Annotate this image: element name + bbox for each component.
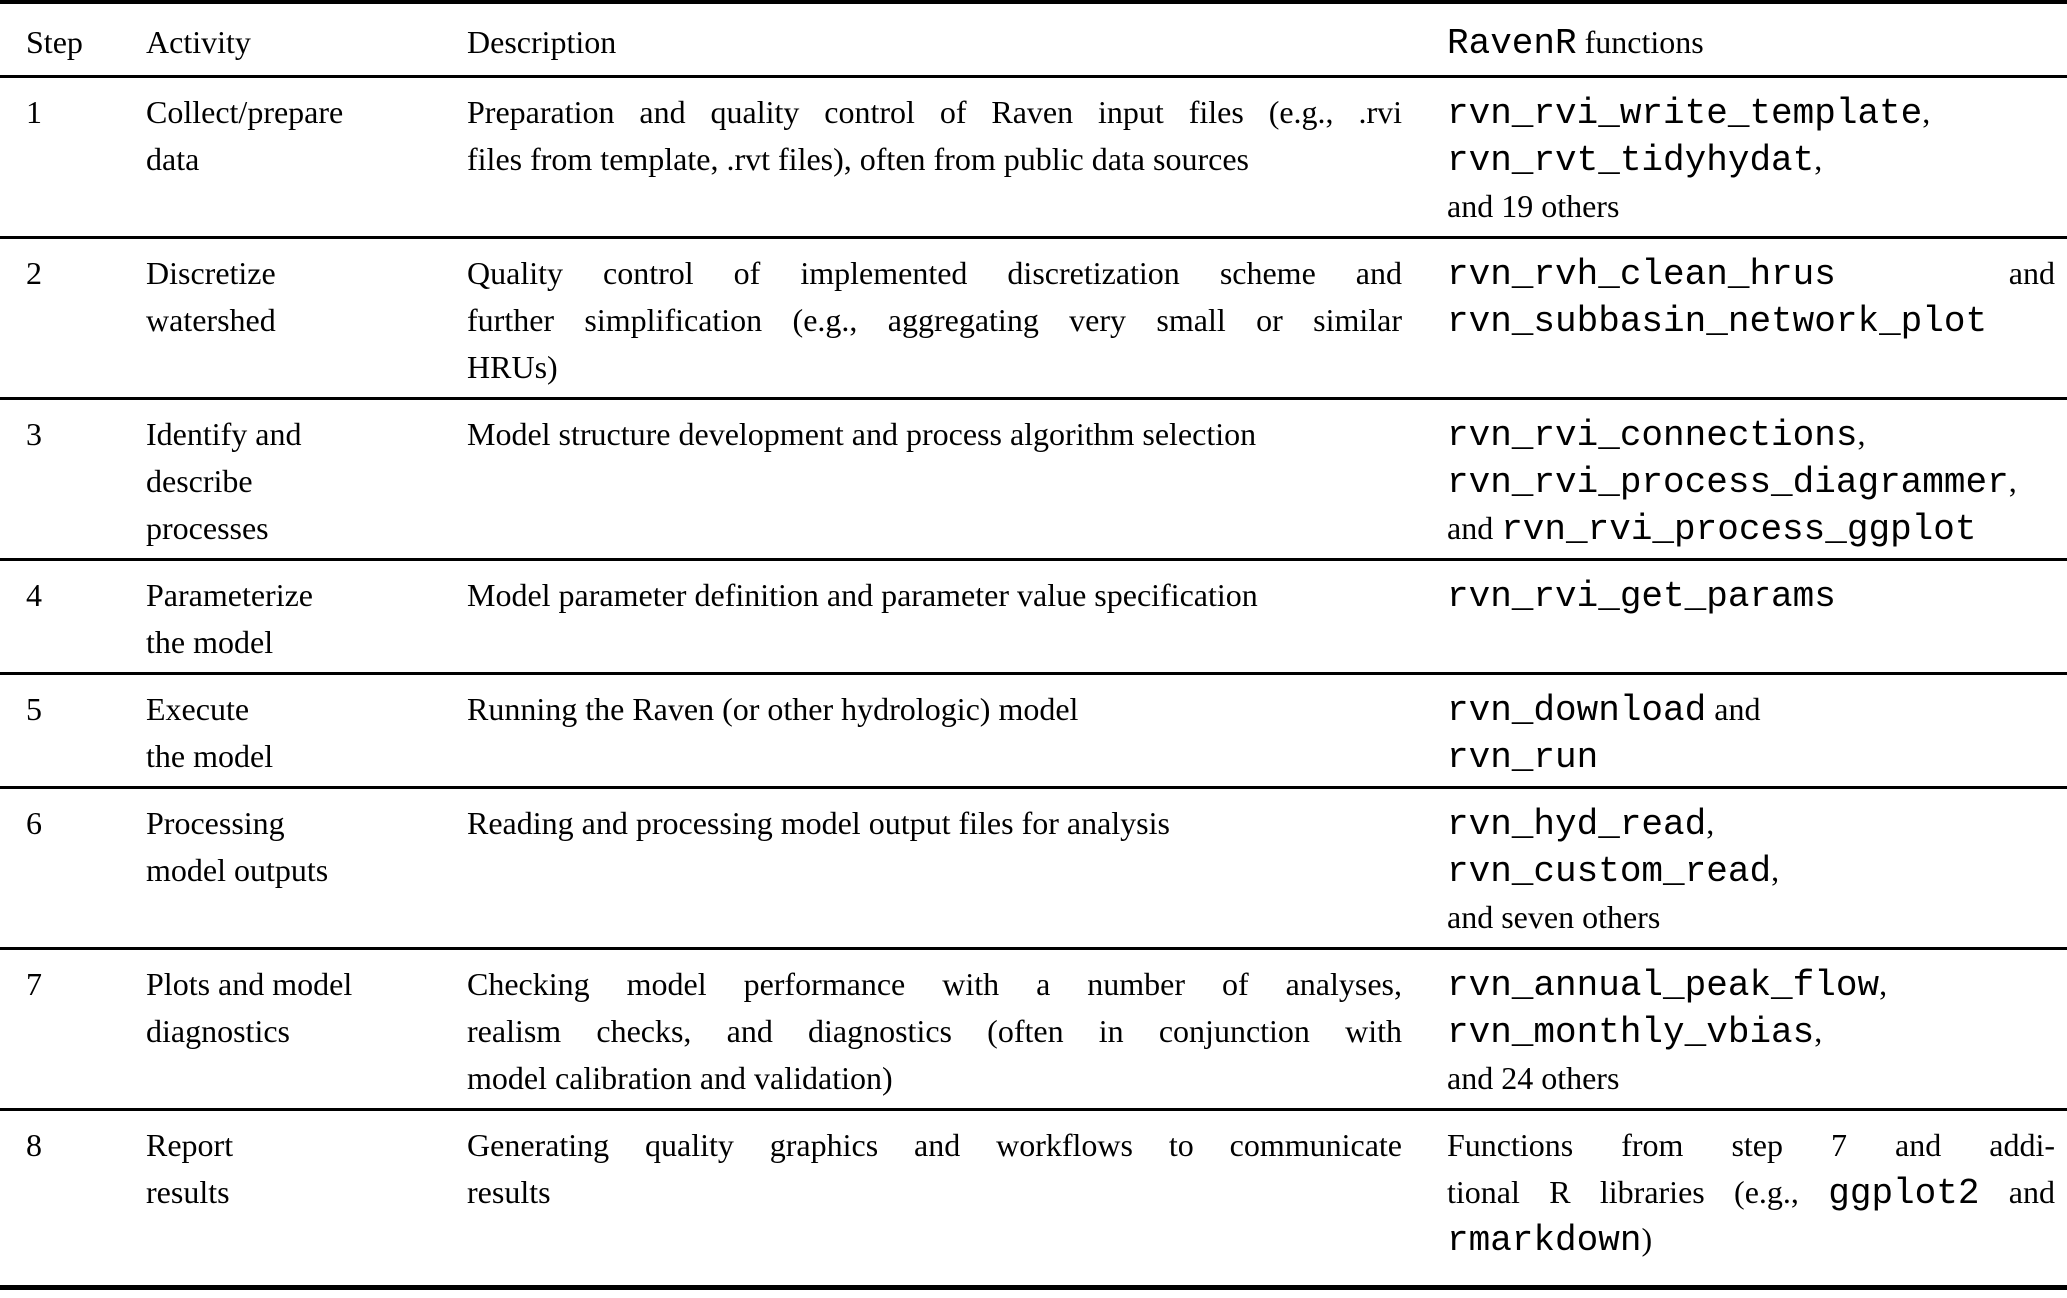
functions-cell bbox=[1447, 1111, 2067, 1285]
activity-cell bbox=[146, 561, 467, 672]
description-line: Preparation and quality control of Raven input files (e.g., .rvi bbox=[467, 94, 1402, 130]
activity-line: Collect/prepare bbox=[146, 94, 344, 130]
function-name-code: rvn_rvh_clean_hrus bbox=[1447, 254, 1836, 295]
step-cell bbox=[0, 239, 146, 303]
table-row bbox=[0, 78, 2067, 236]
functions-line bbox=[1447, 1122, 2055, 1169]
description-line: Checking model performance with a number of analyses, bbox=[467, 966, 1402, 1002]
functions-line bbox=[1447, 411, 2055, 458]
description-line: HRUs) bbox=[467, 349, 558, 385]
table-row bbox=[0, 789, 2067, 947]
function-name-code: rmarkdown bbox=[1447, 1220, 1642, 1261]
description-cell bbox=[467, 239, 1447, 397]
text-segment: and bbox=[1447, 510, 1502, 546]
activity-line: watershed bbox=[146, 302, 276, 338]
step-cell bbox=[0, 950, 146, 1014]
functions-line bbox=[1447, 1216, 2055, 1263]
function-name-code: rvn_rvt_tidyhydat bbox=[1447, 140, 1815, 181]
functions-cell bbox=[1447, 950, 2067, 1108]
functions-line bbox=[1447, 961, 2055, 1008]
text-segment: and bbox=[1835, 255, 2055, 291]
step-number: 7 bbox=[26, 966, 42, 1002]
activity-cell bbox=[146, 789, 467, 900]
functions-line bbox=[1447, 183, 2055, 230]
functions-line bbox=[1447, 686, 2055, 733]
description-cell bbox=[467, 675, 1447, 739]
activity-line: Parameterize bbox=[146, 577, 313, 613]
function-name-code: rvn_rvi_process_diagrammer bbox=[1447, 462, 2009, 503]
description-line: Running the Raven (or other hydrologic) model bbox=[467, 691, 1079, 727]
description-cell bbox=[467, 561, 1447, 625]
functions-line bbox=[1447, 1008, 2055, 1055]
functions-line bbox=[1447, 733, 2055, 780]
description-line: model calibration and validation) bbox=[467, 1060, 893, 1096]
table-header-row bbox=[0, 4, 2067, 75]
description-cell bbox=[467, 1111, 1447, 1238]
description-line: further simplification (e.g., aggregating very small or similar bbox=[467, 302, 1402, 338]
function-name-code: rvn_rvi_get_params bbox=[1447, 576, 1836, 617]
functions-cell bbox=[1447, 239, 2067, 350]
text-segment: ) bbox=[1641, 1221, 1653, 1257]
description-cell bbox=[467, 789, 1447, 853]
function-name-code: ggplot2 bbox=[1828, 1173, 1980, 1214]
text-segment: , bbox=[1814, 1013, 1823, 1049]
column-header-label: Step bbox=[26, 24, 83, 60]
column-header-activity bbox=[146, 4, 467, 75]
column-header-label: Activity bbox=[146, 24, 251, 60]
activity-line: the model bbox=[146, 624, 274, 660]
activity-line: Plots and model bbox=[146, 966, 353, 1002]
step-cell bbox=[0, 789, 146, 853]
column-header-label bbox=[1447, 19, 2055, 66]
step-number: 5 bbox=[26, 691, 42, 727]
table-row bbox=[0, 950, 2067, 1108]
activity-line: data bbox=[146, 141, 200, 177]
table-body bbox=[0, 78, 2067, 1285]
functions-line bbox=[1447, 847, 2055, 894]
functions-cell bbox=[1447, 675, 2067, 786]
function-name-code: rvn_annual_peak_flow bbox=[1447, 965, 1880, 1006]
text-segment: Functions from step 7 and addi- bbox=[1447, 1127, 2055, 1163]
functions-cell bbox=[1447, 78, 2067, 236]
text-segment: , bbox=[1814, 141, 1823, 177]
text-segment: and bbox=[1979, 1174, 2055, 1210]
column-header-label: Description bbox=[467, 24, 617, 60]
activity-line: Report bbox=[146, 1127, 234, 1163]
table-row bbox=[0, 675, 2067, 786]
description-line: Model parameter definition and parameter value specification bbox=[467, 577, 1258, 613]
step-number: 2 bbox=[26, 255, 42, 291]
text-segment: and 24 others bbox=[1447, 1060, 1620, 1096]
description-cell bbox=[467, 400, 1447, 464]
text-segment: , bbox=[1857, 416, 1866, 452]
step-cell bbox=[0, 675, 146, 739]
functions-cell bbox=[1447, 561, 2067, 625]
table-row bbox=[0, 239, 2067, 397]
activity-cell bbox=[146, 400, 467, 558]
function-name-code: rvn_rvi_connections bbox=[1447, 415, 1858, 456]
column-header-description bbox=[467, 4, 1447, 75]
function-name-code: rvn_rvi_process_ggplot bbox=[1501, 509, 1977, 550]
functions-line bbox=[1447, 250, 2055, 297]
description-line: results bbox=[467, 1174, 551, 1210]
function-name-code: rvn_subbasin_network_plot bbox=[1447, 301, 1988, 342]
functions-line bbox=[1447, 136, 2055, 183]
table-row bbox=[0, 400, 2067, 558]
activity-cell bbox=[146, 950, 467, 1061]
activity-cell bbox=[146, 675, 467, 786]
functions-line bbox=[1447, 89, 2055, 136]
activity-line: Identify and bbox=[146, 416, 302, 452]
function-name-code: rvn_rvi_write_template bbox=[1447, 93, 1923, 134]
step-cell bbox=[0, 400, 146, 464]
functions-line bbox=[1447, 572, 2055, 619]
step-number: 3 bbox=[26, 416, 42, 452]
column-header-functions bbox=[1447, 4, 2067, 75]
table-bottom-rule bbox=[0, 1285, 2067, 1290]
description-line: files from template, .rvt files), often from public data sources bbox=[467, 141, 1249, 177]
function-name-code: rvn_hyd_read bbox=[1447, 804, 1707, 845]
activity-line: Discretize bbox=[146, 255, 276, 291]
table-row bbox=[0, 561, 2067, 672]
activity-line: Processing bbox=[146, 805, 285, 841]
activity-line: processes bbox=[146, 510, 269, 546]
text-segment: and seven others bbox=[1447, 899, 1661, 935]
description-line: Reading and processing model output files for analysis bbox=[467, 805, 1170, 841]
step-number: 8 bbox=[26, 1127, 42, 1163]
step-number: 4 bbox=[26, 577, 42, 613]
text-segment: , bbox=[1771, 852, 1780, 888]
function-name-code: rvn_run bbox=[1447, 737, 1599, 778]
text-segment: tional R libraries (e.g., bbox=[1447, 1174, 1829, 1210]
table-row bbox=[0, 1111, 2067, 1285]
activity-line: describe bbox=[146, 463, 253, 499]
text-segment: and bbox=[1706, 691, 1761, 727]
activity-line: diagnostics bbox=[146, 1013, 290, 1049]
description-line: Model structure development and process algorithm selection bbox=[467, 416, 1257, 452]
activity-cell bbox=[146, 1111, 467, 1238]
activity-line: the model bbox=[146, 738, 274, 774]
activity-cell bbox=[146, 78, 467, 189]
text-segment: functions bbox=[1576, 24, 1704, 60]
description-line: Quality control of implemented discretization scheme and bbox=[467, 255, 1402, 291]
activity-cell bbox=[146, 239, 467, 350]
text-segment: and 19 others bbox=[1447, 188, 1620, 224]
description-cell bbox=[467, 78, 1447, 189]
step-cell bbox=[0, 78, 146, 142]
functions-cell bbox=[1447, 789, 2067, 947]
functions-line bbox=[1447, 800, 2055, 847]
function-name-code: rvn_custom_read bbox=[1447, 851, 1772, 892]
text-segment: , bbox=[1706, 805, 1715, 841]
step-cell bbox=[0, 1111, 146, 1191]
text-segment: , bbox=[1922, 94, 1931, 130]
functions-line bbox=[1447, 1055, 2055, 1102]
activity-line: Execute bbox=[146, 691, 250, 727]
functions-line bbox=[1447, 458, 2055, 505]
functions-line bbox=[1447, 894, 2055, 941]
text-segment: , bbox=[2008, 463, 2017, 499]
step-cell bbox=[0, 561, 146, 625]
description-line: realism checks, and diagnostics (often in conjunction with bbox=[467, 1013, 1402, 1049]
functions-line bbox=[1447, 1169, 2055, 1216]
functions-line bbox=[1447, 505, 2055, 552]
activity-line: results bbox=[146, 1174, 230, 1210]
activity-line: model outputs bbox=[146, 852, 329, 888]
description-cell bbox=[467, 950, 1447, 1108]
step-number: 6 bbox=[26, 805, 42, 841]
column-header-step bbox=[0, 4, 146, 75]
function-name-code: rvn_download bbox=[1447, 690, 1707, 731]
text-segment: , bbox=[1879, 966, 1888, 1002]
step-number: 1 bbox=[26, 94, 42, 130]
functions-line bbox=[1447, 297, 2055, 344]
functions-cell bbox=[1447, 400, 2067, 558]
description-line: Generating quality graphics and workflows to communicate bbox=[467, 1127, 1402, 1163]
function-name-code: RavenR bbox=[1447, 23, 1577, 64]
function-name-code: rvn_monthly_vbias bbox=[1447, 1012, 1815, 1053]
